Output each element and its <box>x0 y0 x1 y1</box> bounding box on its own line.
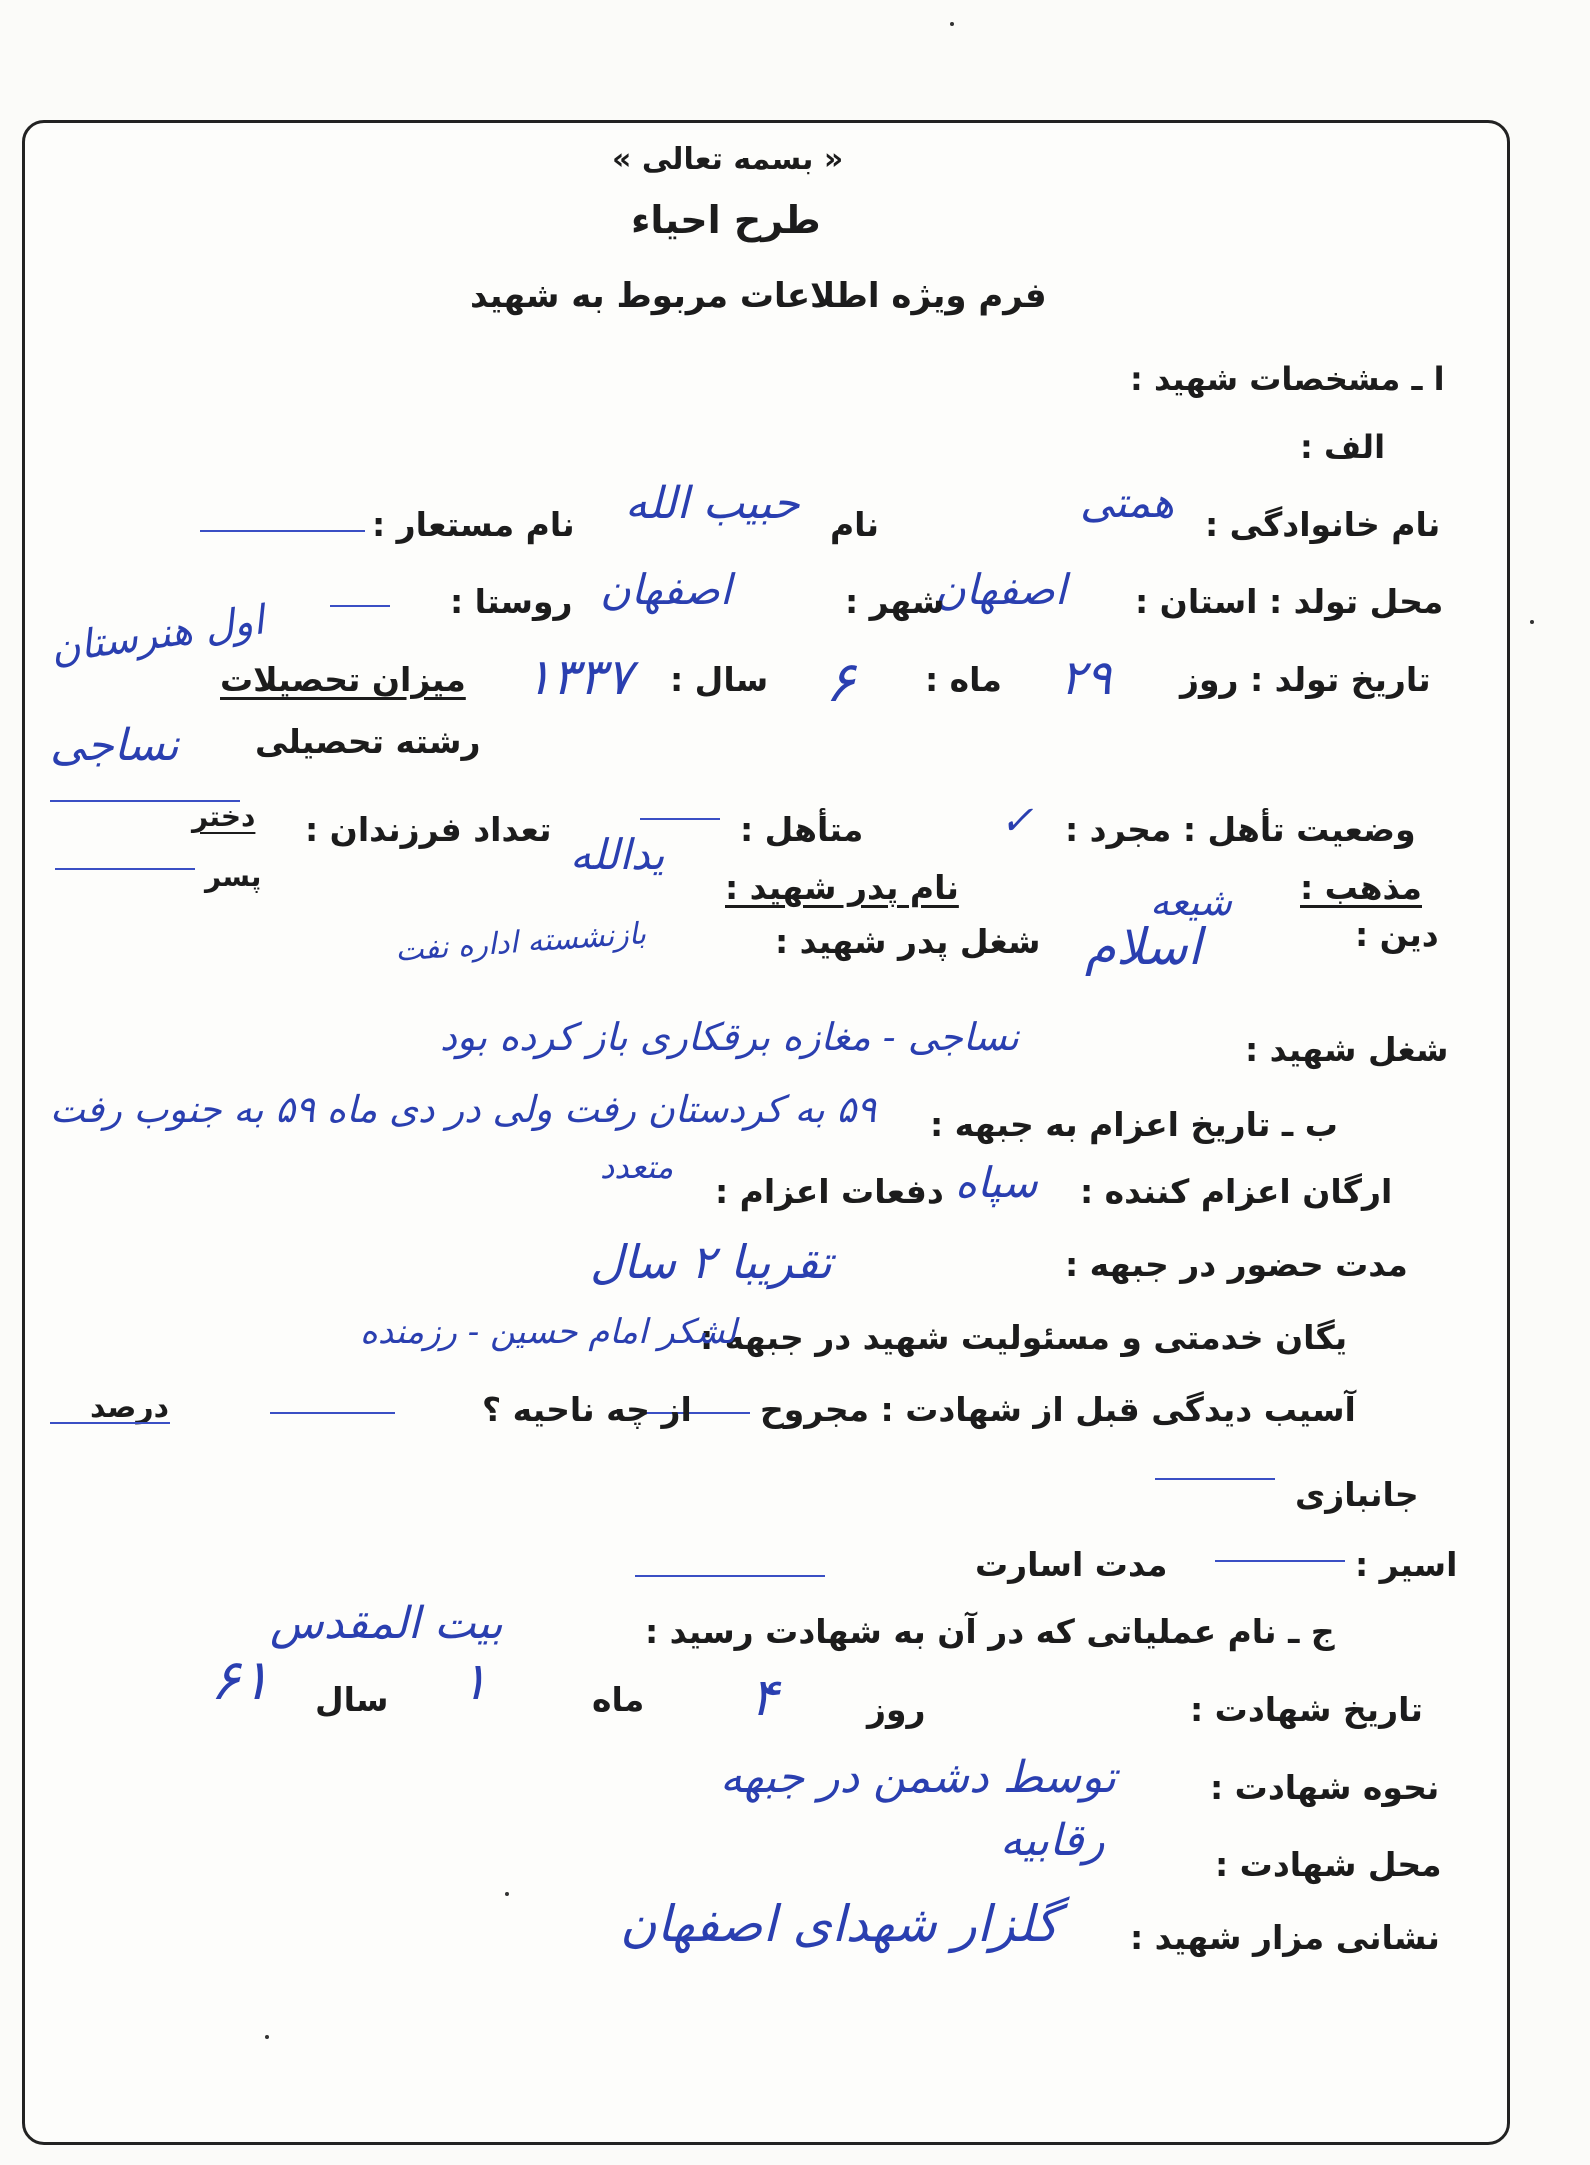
martyrdom-date-label: تاریخ شهادت : <box>1190 1690 1423 1729</box>
education-level-label: میزان تحصیلات <box>220 660 466 699</box>
martyrdom-manner-label: نحوه شهادت : <box>1210 1768 1440 1807</box>
manner-value: توسط دشمن در جبهه <box>720 1752 1117 1803</box>
scan-dot <box>950 22 954 26</box>
father-job-value: بازنشسته اداره نفت <box>394 916 648 969</box>
father-name-value: یدالله <box>570 830 665 879</box>
scan-dot <box>265 2035 269 2039</box>
birth-place-label: محل تولد : استان : <box>1135 582 1444 621</box>
single-mark: ✓ <box>1000 798 1034 844</box>
janbazi-line <box>1155 1478 1275 1480</box>
birth-year-label: سال : <box>670 660 769 699</box>
province-value: اصفهان <box>935 565 1067 614</box>
place-value: رقابیه <box>1000 1815 1105 1866</box>
bismillah: « بسمه تعالی » <box>612 142 844 177</box>
family-name-value: همتی <box>1080 478 1175 527</box>
field-of-study-label: رشته تحصیلی <box>255 722 481 761</box>
sect-value: شیعه <box>1150 880 1233 924</box>
front-duration-value: تقریبا ۲ سال <box>590 1235 833 1289</box>
front-duration-label: مدت حضور در جبهه : <box>1065 1245 1408 1284</box>
dispatch-date-label: ب ـ تاریخ اعزام به جبهه : <box>930 1105 1338 1144</box>
birth-date-label: تاریخ تولد : روز <box>1180 660 1431 699</box>
grave-address-label: نشانی مزار شهید : <box>1130 1918 1440 1957</box>
operation-name-label: ج ـ نام عملیاتی که در آن به شهادت رسید : <box>645 1612 1335 1651</box>
married-line <box>640 818 720 820</box>
alias-line <box>200 530 365 532</box>
son-line <box>55 868 195 870</box>
birth-year-value: ۱۳۳۷ <box>525 648 633 706</box>
percent-label: درصد <box>90 1390 169 1425</box>
village-label: روستا : <box>450 582 573 621</box>
village-line <box>330 605 390 607</box>
education-value: اول هنرستان <box>47 597 267 673</box>
form-title: فرم ویژه اطلاعات مربوط به شهید <box>470 276 1047 316</box>
mart-day-value: ۴ <box>750 1668 778 1728</box>
married-label: متأهل : <box>740 810 864 849</box>
daughter-label: دختر <box>192 800 256 833</box>
captive-line <box>1215 1560 1345 1562</box>
birth-month-value: ۶ <box>825 650 856 715</box>
alias-label: نام مستعار : <box>372 505 575 544</box>
dispatch-org-label: ارگان اعزام کننده : <box>1080 1172 1393 1211</box>
birth-month-label: ماه : <box>925 660 1002 699</box>
field-value: نساجی <box>50 720 179 771</box>
captivity-line <box>635 1575 825 1577</box>
subsection-alef: الف : <box>1300 428 1386 466</box>
grave-value: گلزار شهدای اصفهان <box>620 1895 1059 1953</box>
dispatch-times-value: متعدد <box>600 1148 674 1186</box>
martyr-job-label: شغل شهید : <box>1245 1030 1449 1069</box>
operation-value: بیت المقدس <box>270 1598 503 1649</box>
section-1-heading: ا ـ مشخصات شهید : <box>1130 360 1445 398</box>
martyrdom-place-label: محل شهادت : <box>1215 1845 1442 1884</box>
children-count-label: تعداد فرزندان : <box>305 810 552 849</box>
mart-month-value: ۱ <box>460 1652 488 1712</box>
dispatch-org-value: سپاه <box>955 1158 1038 1207</box>
scan-dot <box>1530 620 1534 624</box>
scan-dot <box>505 1892 509 1896</box>
which-area-label: از چه ناحیه ؟ <box>482 1390 692 1429</box>
dispatch-times-label: دفعات اعزام : <box>715 1172 944 1211</box>
day-label: روز <box>867 1690 926 1729</box>
injury-before-label: آسیب دیدگی قبل از شهادت : مجروح <box>760 1390 1356 1429</box>
father-name-label: نام پدر شهید : <box>725 868 959 907</box>
marital-status-label: وضعیت تأهل : مجرد : <box>1065 810 1416 849</box>
family-name-label: نام خانوادگی : <box>1205 505 1441 544</box>
month2-label: ماه <box>592 1680 645 1719</box>
unit-responsibility-label: یگان خدمتی و مسئولیت شهید در جبهه : <box>700 1318 1348 1357</box>
unit-value: لشکر امام حسین - رزمنده <box>360 1312 737 1352</box>
sect-label: مذهب : <box>1300 868 1422 907</box>
birth-day-value: ۲۹ <box>1060 650 1112 706</box>
mart-year-value: ۶۱ <box>210 1648 271 1713</box>
captive-label: اسیر : <box>1355 1545 1458 1584</box>
city-value: اصفهان <box>600 565 732 614</box>
father-job-label: شغل پدر شهید : <box>775 922 1041 961</box>
religion-label: دین : <box>1355 915 1439 954</box>
martyr-job-value: نساجی - مغازه برقکاری باز کرده بود <box>440 1015 1019 1059</box>
area-line <box>270 1412 395 1414</box>
first-name-label: نام <box>830 505 879 544</box>
city-label: شهر : <box>845 582 945 621</box>
son-label: پسر <box>205 860 262 893</box>
year2-label: سال <box>315 1680 389 1719</box>
religion-value: اسلام <box>1085 918 1202 976</box>
percent-line <box>50 1422 170 1424</box>
first-name-value: حبیب الله <box>625 478 800 529</box>
dispatch-date-value: ۵۹ به کردستان رفت ولی در دی ماه ۵۹ به جنوب رفت <box>50 1088 877 1131</box>
project-title: طرح احیاء <box>631 198 821 242</box>
janbazi-label: جانبازی <box>1295 1475 1419 1514</box>
captivity-duration-label: مدت اسارت <box>975 1545 1168 1584</box>
